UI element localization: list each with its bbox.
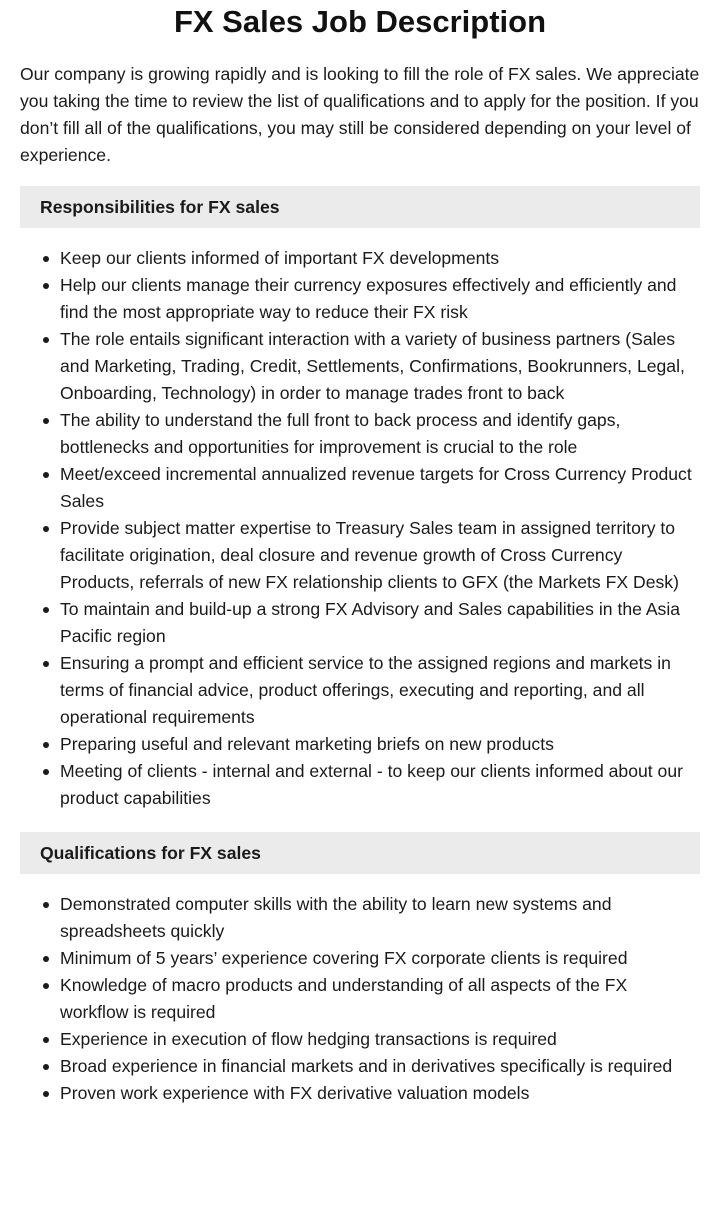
list-item: The role entails significant interaction with a variety of business partners (Sales and Marketing, Trading, Credit, Settlements, Confirmations, Bookrunners, Legal, Onboarding, Technology) in order to manage trades front to back [60, 326, 696, 407]
qualifications-heading: Qualifications for FX sales [20, 832, 700, 874]
list-item: Meeting of clients - internal and external - to keep our clients informed about our product capabilities [60, 758, 696, 812]
list-item: Preparing useful and relevant marketing briefs on new products [60, 731, 696, 758]
list-item: Meet/exceed incremental annualized revenue targets for Cross Currency Product Sales [60, 461, 696, 515]
list-item: Proven work experience with FX derivative valuation models [60, 1080, 696, 1107]
list-item: Experience in execution of flow hedging transactions is required [60, 1026, 696, 1053]
list-item: To maintain and build-up a strong FX Advisory and Sales capabilities in the Asia Pacific region [60, 596, 696, 650]
list-item: Keep our clients informed of important FX developments [60, 245, 696, 272]
list-item: The ability to understand the full front to back process and identify gaps, bottlenecks and opportunities for improvement is crucial to the role [60, 407, 696, 461]
intro-paragraph: Our company is growing rapidly and is looking to fill the role of FX sales. We appreciate you taking the time to review the list of qualifications and to apply for the position. If you don’t fill all of the qualifications, you may still be considered depending on your level of experience. [20, 64, 700, 165]
list-item: Help our clients manage their currency exposures effectively and efficiently and find the most appropriate way to reduce their FX risk [60, 272, 696, 326]
responsibilities-heading: Responsibilities for FX sales [20, 186, 700, 228]
list-item: Provide subject matter expertise to Treasury Sales team in assigned territory to facilitate origination, deal closure and revenue growth of Cross Currency Products, referrals of new FX relationship clients to GFX (the Markets FX Desk) [60, 515, 696, 596]
list-item: Demonstrated computer skills with the ability to learn new systems and spreadsheets quickly [60, 891, 696, 945]
list-item: Broad experience in financial markets and in derivatives specifically is required [60, 1053, 696, 1080]
page-title: FX Sales Job Description [173, 4, 547, 39]
list-item: Minimum of 5 years’ experience covering FX corporate clients is required [60, 945, 696, 972]
qualifications-list [20, 891, 696, 1107]
responsibilities-list [20, 245, 696, 812]
list-item: Ensuring a prompt and efficient service to the assigned regions and markets in terms of financial advice, product offerings, executing and reporting, and all operational requirements [60, 650, 696, 731]
list-item: Knowledge of macro products and understanding of all aspects of the FX workflow is required [60, 972, 696, 1026]
